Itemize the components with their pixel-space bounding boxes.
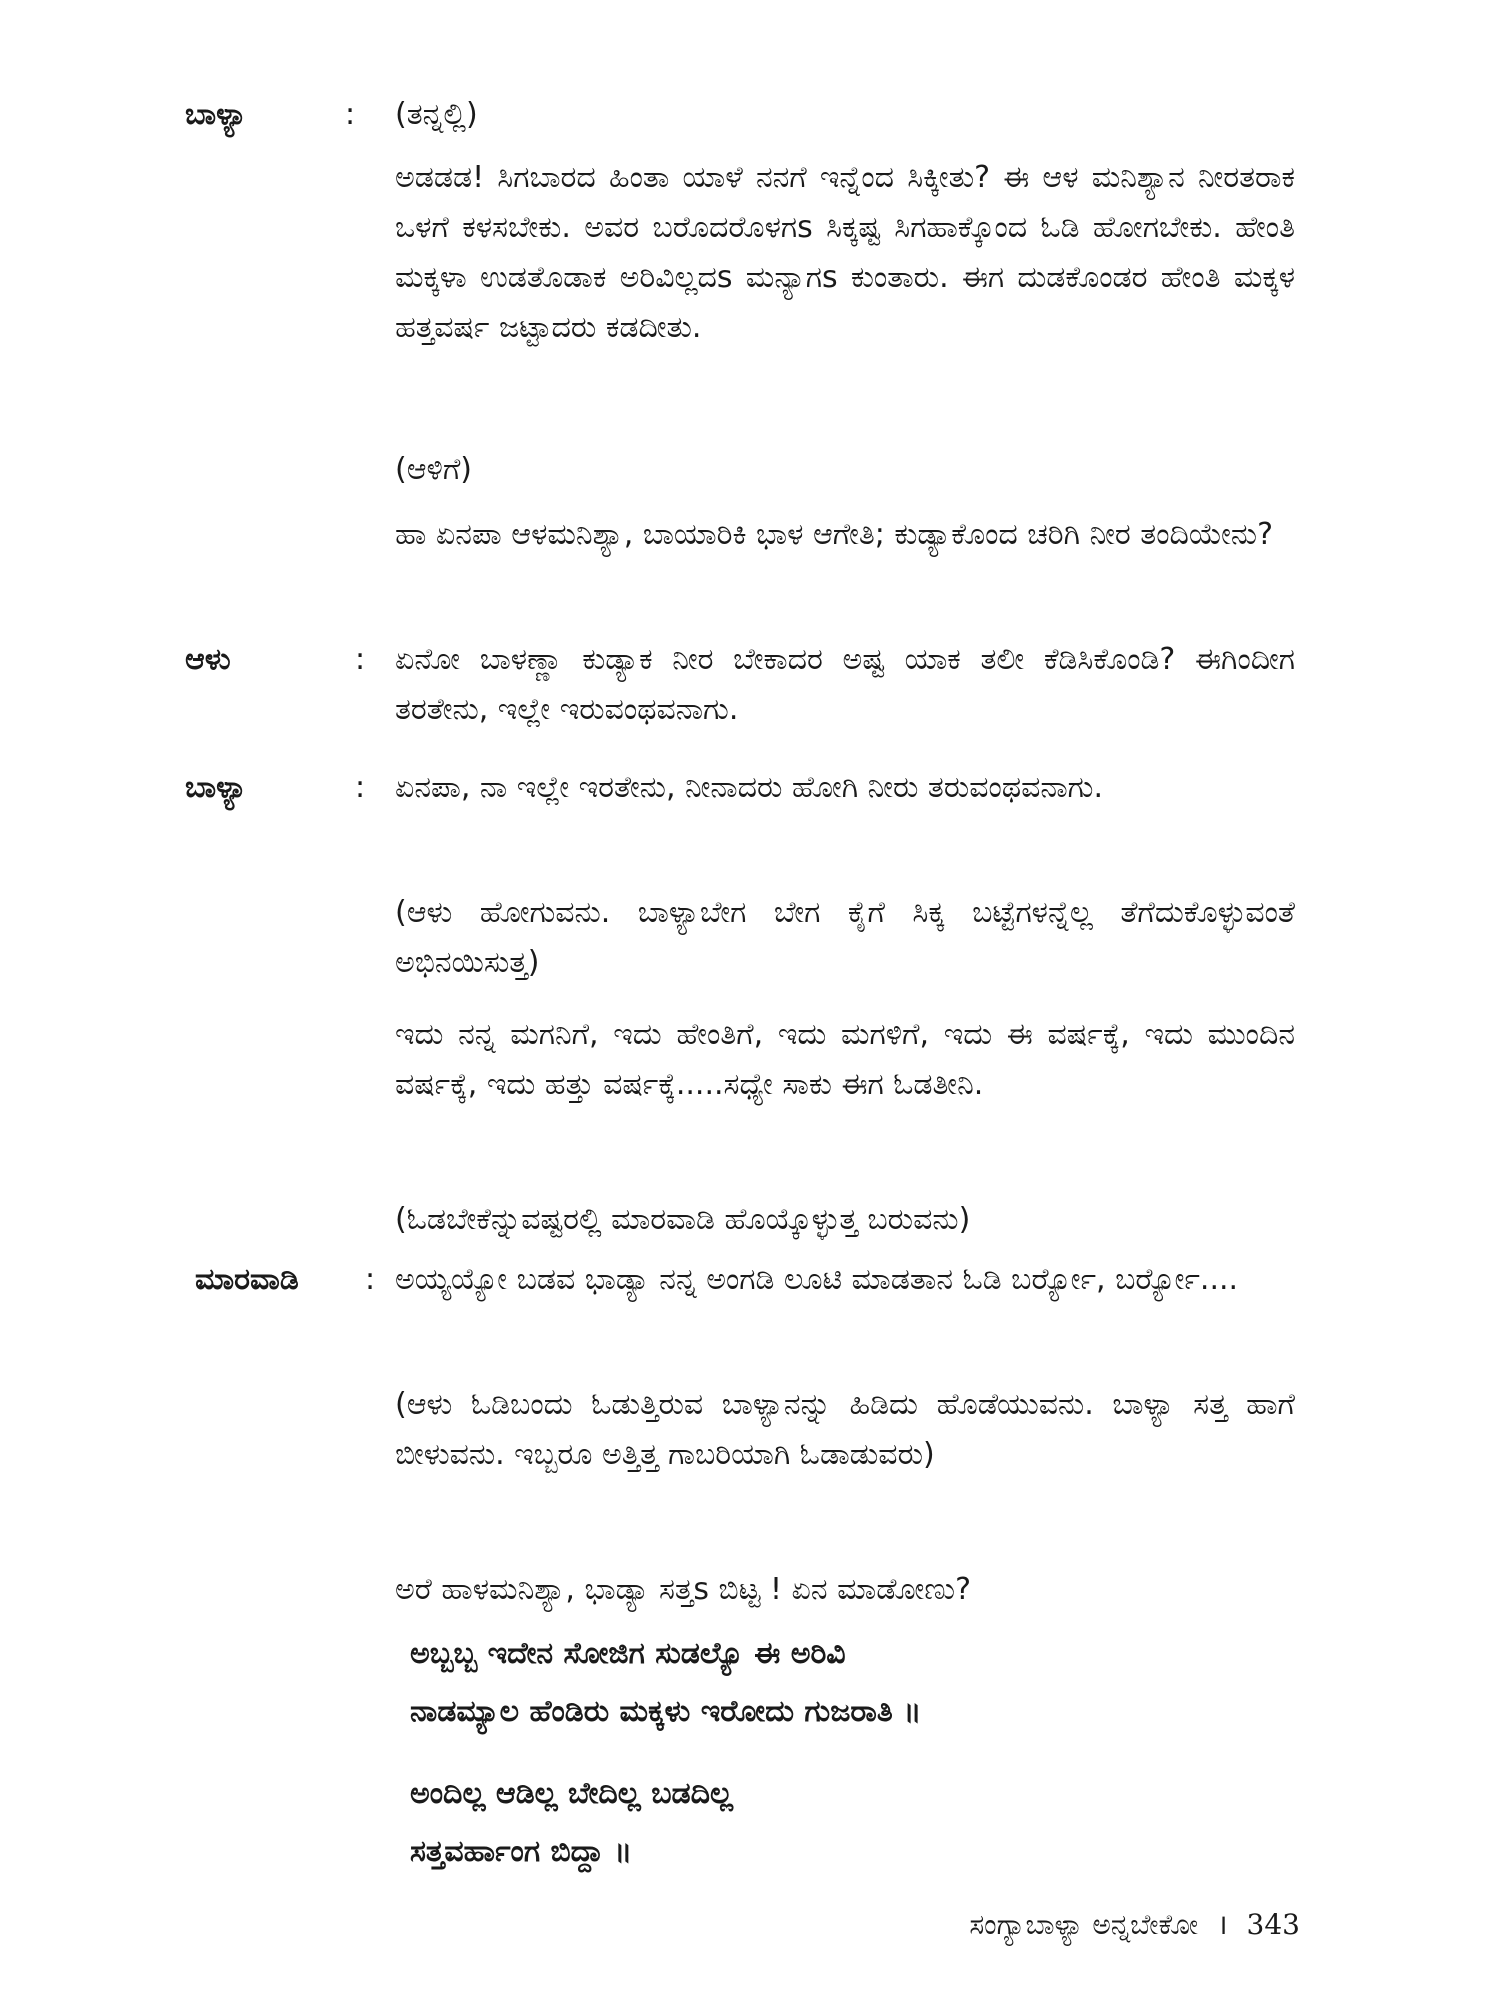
dialogue-paragraph: ಏನಪಾ, ನಾ ಇಲ್ಲೇ ಇರತೇನು, ನೀನಾದರು ಹೋಗಿ ನೀರು ತರುವಂಥವನಾಗು. (395, 770, 1103, 805)
dialogue-paragraph: ಹಾ ಏನಪಾ ಆಳಮನಿಶ್ಯಾ, ಬಾಯಾರಿಕಿ ಭಾಳ ಆಗೇತಿ; ಕುಡ್ಯಾಕೊಂದ ಚರಿಗಿ ನೀರ ತಂದಿಯೇನು? (395, 517, 1273, 552)
dialogue-paragraph: ಅಡಡಡ! ಸಿಗಬಾರದ ಹಿಂತಾ ಯಾಳೆ ನನಗೆ ಇನ್ನೆಂದ ಸಿಕ್ಕೀತು? ಈ ಆಳ ಮನಿಶ್ಯಾನ ನೀರತರಾಕ ಒಳಗೆ ಕಳಸಬೇಕು. ಅವರ ಬರೊದರೊಳಗs ಸಿಕ್ಕಷ್ಟ ಸಿಗಹಾಕ್ಕೊಂದ ಓಡಿ ಹೋಗಬೇಕು. ಹೇಂತಿ ಮಕ್ಕಳಾ ಉಡತೊಡಾಕ ಅರಿವಿಲ್ಲದs ಮನ್ಯಾಗs ಕುಂತಾರು. ಈಗ ದುಡಕೊಂಡರ ಹೇಂತಿ ಮಕ್ಕಳ ಹತ್ತವರ್ಷ ಜಟ್ಟಾದರು ಕಡದೀತು. (395, 160, 1295, 345)
verse-stanza (410, 1625, 1290, 1741)
verse-stanza (410, 1765, 1290, 1881)
dialogue-paragraph: ಅರೆ ಹಾಳಮನಿಶ್ಯಾ, ಭಾಡ್ಯಾ ಸತ್ತs ಬಿಟ್ಟ ! ಏನ ಮಾಡೋಣು? (395, 1572, 972, 1607)
footer-separator: । (1217, 1908, 1228, 1941)
verse-line: ಅಂದಿಲ್ಲ ಆಡಿಲ್ಲ ಬೇದಿಲ್ಲ ಬಡದಿಲ್ಲ (410, 1776, 734, 1811)
page-footer (880, 1905, 1300, 1945)
speaker-colon: : (355, 770, 366, 805)
verse-line: ನಾಡಮ್ಯಾಲ ಹೆಂಡಿರು ಮಕ್ಕಳು ಇರೋದು ಗುಜರಾತಿ ॥ (410, 1694, 922, 1729)
speaker-colon: : (355, 642, 366, 677)
speaker-balya: ಬಾಳ್ಯಾ (185, 770, 248, 805)
stage-direction: (ಆಳು ಹೋಗುವನು. ಬಾಳ್ಯಾಬೇಗ ಬೇಗ ಕೈಗೆ ಸಿಕ್ಕ ಬಟ್ಟೆಗಳನ್ನೆಲ್ಲ ತೆಗೆದುಕೊಳ್ಳುವಂತೆ ಅಭಿನಯಿಸುತ್ತ) (395, 895, 1295, 980)
speaker-colon: : (345, 97, 356, 132)
dialogue-paragraph: ಅಯ್ಯಯ್ಯೋ ಬಡವ ಭಾಡ್ಯಾ ನನ್ನ ಅಂಗಡಿ ಲೂಟಿ ಮಾಡತಾನ ಓಡಿ ಬರ್ರ್ಯೋ, ಬರ್ರ್ಯೋ.... (395, 1262, 1239, 1297)
verse-line: ಸತ್ತವರ್ಹಾಂಗ ಬಿದ್ದಾ ॥ (410, 1834, 633, 1869)
dialogue-paragraph: ಏನೋ ಬಾಳಣ್ಣಾ ಕುಡ್ಯಾಕ ನೀರ ಬೇಕಾದರ ಅಷ್ಟ ಯಾಕ ತಲೀ ಕೆಡಿಸಿಕೊಂಡಿ? ಈಗಿಂದೀಗ ತರತೇನು, ಇಲ್ಲೇ ಇರುವಂಥವನಾಗು. (395, 642, 1295, 727)
stage-direction: (ಓಡಬೇಕೆನ್ನುವಷ್ಟರಲ್ಲಿ ಮಾರವಾಡಿ ಹೊಯ್ಕೊಳ್ಳುತ್ತ ಬರುವನು) (395, 1202, 971, 1237)
stage-direction: (ತನ್ನಲ್ಲಿ) (395, 97, 478, 132)
speaker-colon: : (365, 1262, 376, 1297)
speaker-balya: ಬಾಳ್ಯಾ (185, 97, 248, 132)
dialogue-paragraph: ಇದು ನನ್ನ ಮಗನಿಗೆ, ಇದು ಹೇಂತಿಗೆ, ಇದು ಮಗಳಿಗೆ, ಇದು ಈ ವರ್ಷಕ್ಕೆ, ಇದು ಮುಂದಿನ ವರ್ಷಕ್ಕೆ, ಇದು ಹತ್ತು ವರ್ಷಕ್ಕೆ.....ಸಧ್ಯೇ ಸಾಕು ಈಗ ಓಡತೀನಿ. (395, 1017, 1295, 1102)
stage-direction: (ಆಳು ಓಡಿಬಂದು ಓಡುತ್ತಿರುವ ಬಾಳ್ಯಾನನ್ನು ಹಿಡಿದು ಹೊಡೆಯುವನು. ಬಾಳ್ಯಾ ಸತ್ತ ಹಾಗೆ ಬೀಳುವನು. ಇಬ್ಬರೂ ಅತ್ತಿತ್ತ ಗಾಬರಿಯಾಗಿ ಓಡಾಡುವರು) (395, 1387, 1295, 1472)
running-title: ಸಂಗ್ಯಾಬಾಳ್ಯಾ ಅನ್ನಬೇಕೋ (969, 1908, 1199, 1941)
verse-line: ಅಬ್ಬಬ್ಬ ಇದೇನ ಸೋಜಿಗ ಸುಡಲ್ಯೊ ಈ ಅರಿವಿ (410, 1636, 846, 1671)
speaker-maravadi: ಮಾರವಾಡಿ (195, 1262, 299, 1297)
stage-direction: (ಆಳಿಗೆ) (395, 452, 472, 487)
page-number: 343 (1246, 1908, 1300, 1941)
speaker-aalu: ಆಳು (185, 642, 231, 677)
